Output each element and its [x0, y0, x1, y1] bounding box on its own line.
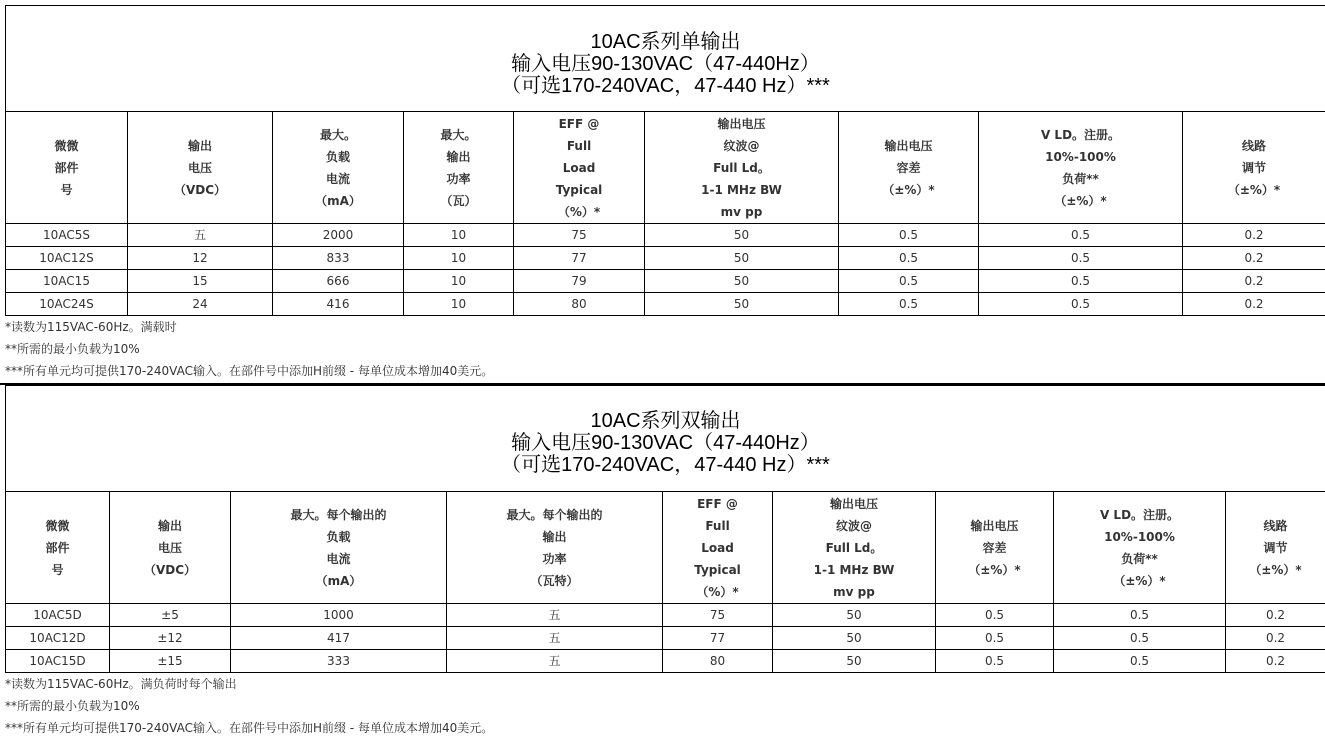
header-efficiency: EFF @ Full Load Typical （%）* — [514, 112, 645, 224]
table-row — [6, 650, 1325, 673]
cell: ±12 — [110, 627, 231, 650]
cell: 10AC5S — [6, 224, 128, 247]
cell: 15 — [128, 270, 273, 293]
cell: 0.5 — [936, 604, 1054, 627]
cell: 80 — [663, 650, 773, 673]
dual-output-table — [5, 491, 1325, 673]
cell: 417 — [231, 627, 447, 650]
table-row — [6, 247, 1325, 270]
header-part-number: 微微 部件 号 — [6, 112, 128, 224]
single-output-table — [5, 111, 1325, 316]
cell: 416 — [273, 293, 404, 316]
cell: ±15 — [110, 650, 231, 673]
cell: 10AC12S — [6, 247, 128, 270]
cell: 333 — [231, 650, 447, 673]
title-line: 输入电压90-130VAC（47-440Hz） — [511, 432, 820, 454]
cell: 75 — [514, 224, 645, 247]
table-row — [6, 604, 1325, 627]
table-header-row — [6, 492, 1325, 604]
table-row — [6, 293, 1325, 316]
cell: 0.2 — [1183, 293, 1325, 316]
single-output-notes — [5, 316, 1325, 382]
cell: 666 — [273, 270, 404, 293]
title-line: 10AC系列双输出 — [590, 410, 741, 432]
cell: 0.5 — [936, 650, 1054, 673]
cell: 0.5 — [839, 224, 979, 247]
cell: 833 — [273, 247, 404, 270]
cell: 0.5 — [1054, 627, 1226, 650]
cell: 24 — [128, 293, 273, 316]
header-max-load-current: 最大。每个输出的 负载 电流 （mA） — [231, 492, 447, 604]
cell: 50 — [645, 224, 839, 247]
cell: 10AC12D — [6, 627, 110, 650]
cell: 0.5 — [839, 247, 979, 270]
cell: ±5 — [110, 604, 231, 627]
cell: 0.2 — [1183, 270, 1325, 293]
header-efficiency: EFF @ Full Load Typical （%）* — [663, 492, 773, 604]
cell: 50 — [773, 650, 936, 673]
dual-output-notes — [5, 673, 1325, 739]
cell: 0.5 — [936, 627, 1054, 650]
header-ripple: 输出电压 纹波@ Full Ld。 1-1 MHz BW mv pp — [645, 112, 839, 224]
cell: 50 — [773, 627, 936, 650]
cell: 0.2 — [1183, 224, 1325, 247]
cell: 77 — [514, 247, 645, 270]
cell: 五 — [128, 224, 273, 247]
cell: 10 — [404, 293, 514, 316]
cell: 0.5 — [839, 293, 979, 316]
header-line-regulation: 线路 调节 （±%）* — [1226, 492, 1325, 604]
single-output-section — [5, 5, 1325, 382]
footnote: **所需的最小负载为10% — [5, 699, 140, 713]
header-voltage-tolerance: 输出电压 容差 （±%）* — [839, 112, 979, 224]
table-row — [6, 224, 1325, 247]
title-line: 10AC系列单输出 — [590, 31, 741, 53]
cell: 0.5 — [839, 270, 979, 293]
cell: 79 — [514, 270, 645, 293]
cell: 0.5 — [1054, 650, 1226, 673]
header-ripple: 输出电压 纹波@ Full Ld。 1-1 MHz BW mv pp — [773, 492, 936, 604]
header-part-number: 微微 部件 号 — [6, 492, 110, 604]
cell: 10AC15D — [6, 650, 110, 673]
footnote: ***所有单元均可提供170-240VAC输入。在部件号中添加H前缀 - 每单位成本增加40美元。 — [5, 364, 494, 378]
header-line-regulation: 线路 调节 （±%）* — [1183, 112, 1325, 224]
cell: 0.5 — [979, 270, 1183, 293]
cell: 80 — [514, 293, 645, 316]
cell: 50 — [645, 270, 839, 293]
cell: 五 — [447, 650, 663, 673]
cell: 50 — [645, 293, 839, 316]
header-output-voltage: 输出 电压 （VDC） — [110, 492, 231, 604]
header-load-regulation: V LD。注册。 10%-100% 负荷** （±%）* — [1054, 492, 1226, 604]
table-header-row — [6, 112, 1325, 224]
title-line: （可选170-240VAC，47-440 Hz）*** — [501, 75, 830, 97]
cell: 2000 — [273, 224, 404, 247]
footnote: ***所有单元均可提供170-240VAC输入。在部件号中添加H前缀 - 每单位成本增加40美元。 — [5, 721, 494, 735]
cell: 1000 — [231, 604, 447, 627]
title-line: （可选170-240VAC，47-440 Hz）*** — [501, 454, 830, 476]
header-load-regulation: V LD。注册。 10%-100% 负荷** （±%）* — [979, 112, 1183, 224]
cell: 12 — [128, 247, 273, 270]
cell: 10AC5D — [6, 604, 110, 627]
cell: 0.5 — [979, 293, 1183, 316]
footnote: **所需的最小负载为10% — [5, 342, 140, 356]
cell: 五 — [447, 604, 663, 627]
header-max-output-power: 最大。每个输出的 输出 功率 （瓦特） — [447, 492, 663, 604]
footnote: *读数为115VAC-60Hz。满负荷时每个输出 — [5, 677, 237, 691]
cell: 10 — [404, 270, 514, 293]
footnote: *读数为115VAC-60Hz。满载时 — [5, 320, 177, 334]
header-max-output-power: 最大。 输出 功率 （瓦） — [404, 112, 514, 224]
cell: 10AC15 — [6, 270, 128, 293]
cell: 0.2 — [1226, 650, 1325, 673]
cell: 10 — [404, 224, 514, 247]
cell: 10 — [404, 247, 514, 270]
table-row — [6, 627, 1325, 650]
cell: 五 — [447, 627, 663, 650]
header-output-voltage: 输出 电压 （VDC） — [128, 112, 273, 224]
cell: 0.5 — [979, 247, 1183, 270]
cell: 0.5 — [1054, 604, 1226, 627]
cell: 10AC24S — [6, 293, 128, 316]
cell: 75 — [663, 604, 773, 627]
cell: 50 — [773, 604, 936, 627]
dual-output-title — [5, 385, 1325, 491]
cell: 0.5 — [979, 224, 1183, 247]
header-max-load-current: 最大。 负载 电流 （mA） — [273, 112, 404, 224]
cell: 50 — [645, 247, 839, 270]
dual-output-section — [5, 385, 1325, 739]
cell: 77 — [663, 627, 773, 650]
table-row — [6, 270, 1325, 293]
cell: 0.2 — [1226, 604, 1325, 627]
cell: 0.2 — [1226, 627, 1325, 650]
title-line: 输入电压90-130VAC（47-440Hz） — [511, 53, 820, 75]
cell: 0.2 — [1183, 247, 1325, 270]
header-voltage-tolerance: 输出电压 容差 （±%）* — [936, 492, 1054, 604]
single-output-title — [5, 5, 1325, 111]
